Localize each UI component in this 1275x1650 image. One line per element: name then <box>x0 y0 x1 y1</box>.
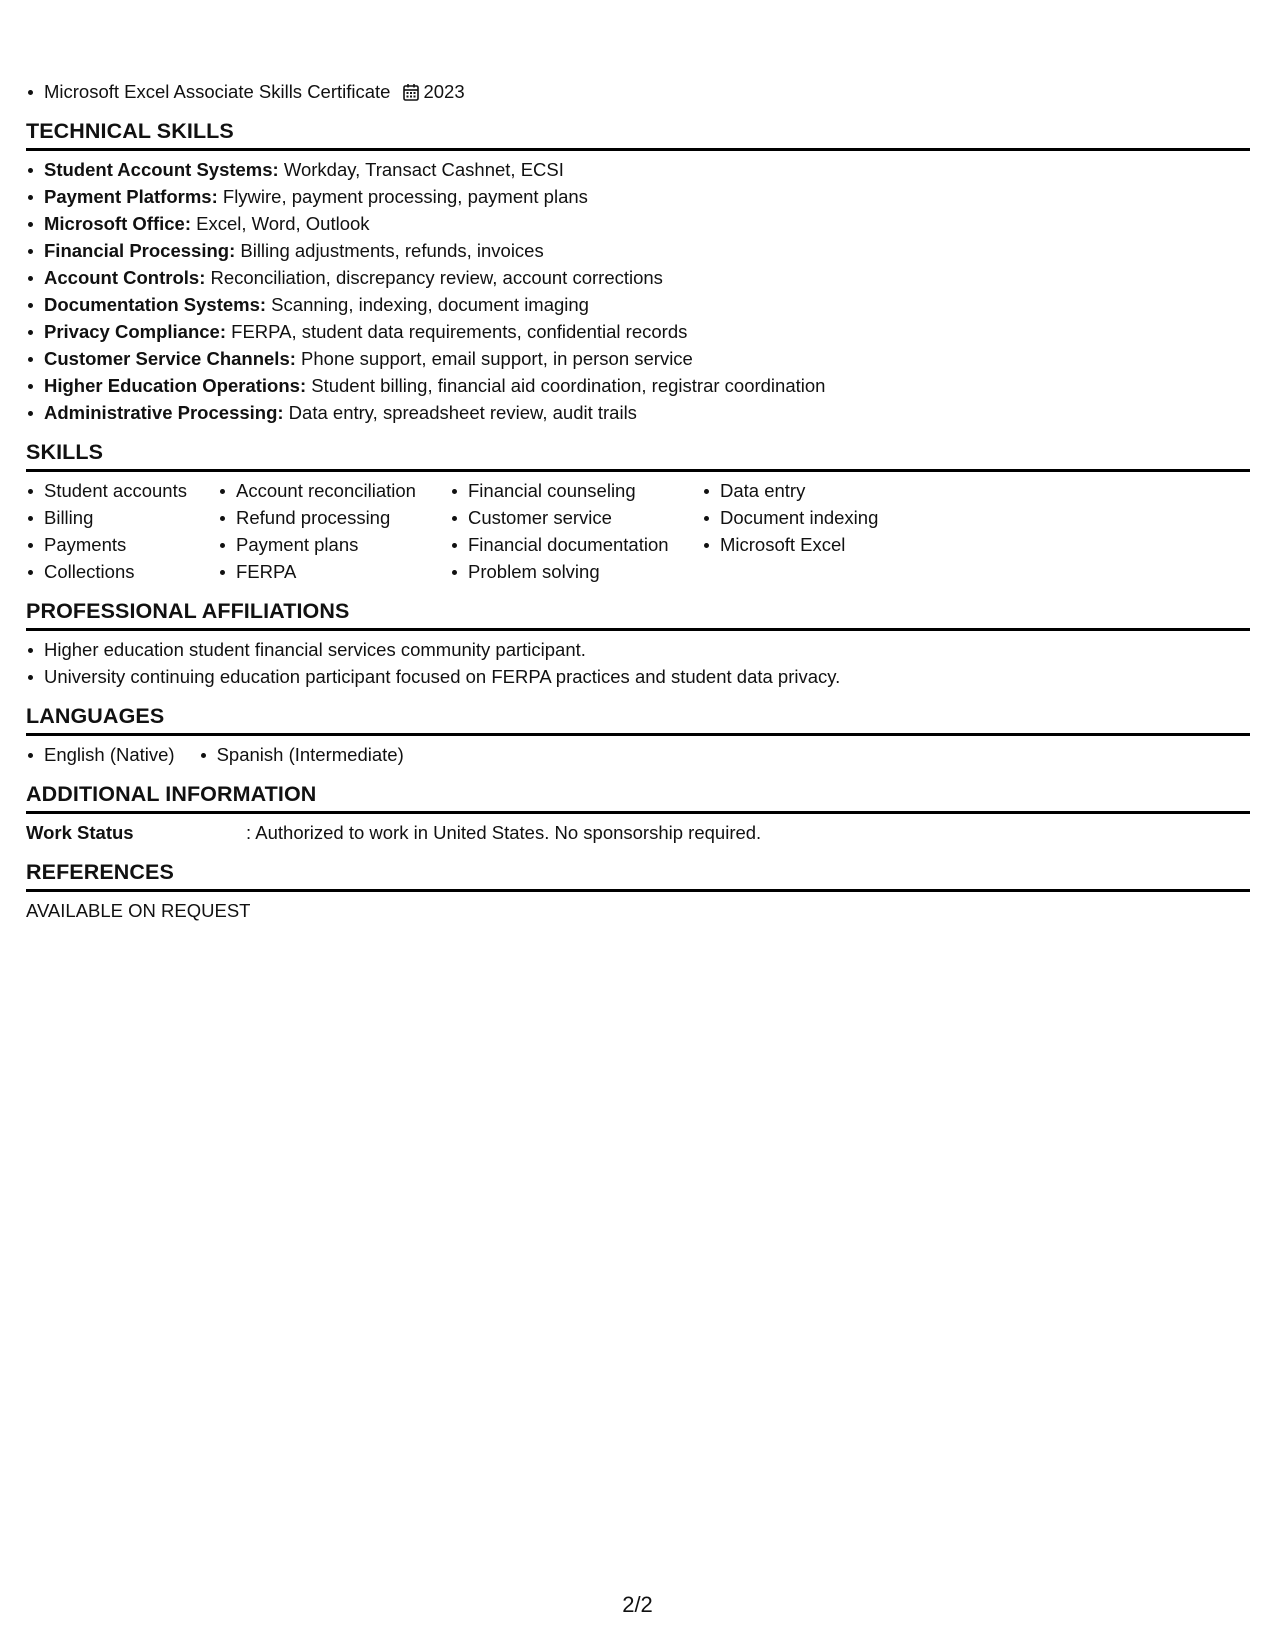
technical-skill-item <box>26 264 1250 291</box>
technical-skill-value: Billing adjustments, refunds, invoices <box>235 240 544 261</box>
technical-skill-label: Documentation Systems: <box>44 294 267 315</box>
technical-skills-list <box>26 156 1250 426</box>
work-status-value: : Authorized to work in United States. No sponsorship required. <box>246 822 762 843</box>
section-title-skills: SKILLS <box>26 440 104 464</box>
page-number: 2/2 <box>622 1592 653 1617</box>
skill-item: Collections <box>26 558 218 585</box>
language-item: English (Native) <box>26 741 175 768</box>
resume-page <box>26 78 1250 924</box>
skill-item: Student accounts <box>26 477 218 504</box>
technical-skill-value: Reconciliation, discrepancy review, account corrections <box>205 267 663 288</box>
technical-skill-item <box>26 183 1250 210</box>
languages-list <box>26 741 1250 768</box>
skills-column <box>450 477 702 585</box>
section-divider <box>26 469 1250 472</box>
technical-skill-item <box>26 291 1250 318</box>
technical-skill-label: Financial Processing: <box>44 240 236 261</box>
technical-skill-value: Excel, Word, Outlook <box>190 213 370 234</box>
section-title-references: REFERENCES <box>26 860 174 884</box>
skill-item: Payment plans <box>218 531 450 558</box>
skill-item: Financial documentation <box>450 531 702 558</box>
affiliation-item: University continuing education participant focused on FERPA practices and student data privacy. <box>26 663 1250 690</box>
section-title-affiliations: PROFESSIONAL AFFILIATIONS <box>26 599 350 623</box>
section-divider <box>26 148 1250 151</box>
technical-skill-label: Higher Education Operations: <box>44 375 307 396</box>
technical-skill-item <box>26 210 1250 237</box>
technical-skill-value: Data entry, spreadsheet review, audit trails <box>283 402 637 423</box>
certifications-list <box>26 78 1250 105</box>
section-title-languages: LANGUAGES <box>26 704 165 728</box>
language-item: Spanish (Intermediate) <box>199 741 404 768</box>
certification-year: 2023 <box>423 81 465 102</box>
affiliations-list <box>26 636 1250 690</box>
affiliations-section <box>26 598 1250 690</box>
technical-skill-value: Scanning, indexing, document imaging <box>266 294 589 315</box>
skill-item: Account reconciliation <box>218 477 450 504</box>
skill-item: Customer service <box>450 504 702 531</box>
skill-item: Billing <box>26 504 218 531</box>
technical-skill-value: Student billing, financial aid coordination, registrar coordination <box>306 375 826 396</box>
skill-item: Document indexing <box>702 504 942 531</box>
section-divider <box>26 733 1250 736</box>
technical-skill-label: Privacy Compliance: <box>44 321 226 342</box>
skill-item: Refund processing <box>218 504 450 531</box>
technical-skill-item <box>26 237 1250 264</box>
technical-skill-label: Microsoft Office: <box>44 213 191 234</box>
skills-section <box>26 439 1250 585</box>
technical-skill-value: Phone support, email support, in person service <box>295 348 693 369</box>
skills-grid <box>26 477 1250 585</box>
skill-item: Payments <box>26 531 218 558</box>
technical-skill-label: Student Account Systems: <box>44 159 279 180</box>
skills-column <box>26 477 218 585</box>
technical-skill-item <box>26 345 1250 372</box>
technical-skill-label: Payment Platforms: <box>44 186 218 207</box>
section-divider <box>26 811 1250 814</box>
calendar-icon <box>403 83 419 101</box>
technical-skill-value: Flywire, payment processing, payment plans <box>217 186 588 207</box>
technical-skill-item <box>26 372 1250 399</box>
skill-item: Data entry <box>702 477 942 504</box>
technical-skill-value: FERPA, student data requirements, confidential records <box>226 321 688 342</box>
references-section <box>26 859 1250 924</box>
references-text: AVAILABLE ON REQUEST <box>26 900 251 921</box>
technical-skills-section <box>26 118 1250 426</box>
section-title-additional-info: ADDITIONAL INFORMATION <box>26 782 317 806</box>
work-status-row <box>26 819 1250 846</box>
additional-info-section <box>26 781 1250 846</box>
affiliation-item: Higher education student financial services community participant. <box>26 636 1250 663</box>
work-status-label: Work Status <box>26 822 134 843</box>
technical-skill-label: Administrative Processing: <box>44 402 284 423</box>
technical-skill-value: Workday, Transact Cashnet, ECSI <box>278 159 564 180</box>
section-title-technical-skills: TECHNICAL SKILLS <box>26 119 234 143</box>
skill-item: Problem solving <box>450 558 702 585</box>
skill-item: Microsoft Excel <box>702 531 942 558</box>
technical-skill-item <box>26 399 1250 426</box>
section-divider <box>26 889 1250 892</box>
technical-skill-label: Customer Service Channels: <box>44 348 296 369</box>
skill-item: FERPA <box>218 558 450 585</box>
languages-section <box>26 703 1250 768</box>
skills-column <box>218 477 450 585</box>
technical-skill-label: Account Controls: <box>44 267 206 288</box>
technical-skill-item <box>26 156 1250 183</box>
technical-skill-item <box>26 318 1250 345</box>
skills-column <box>702 477 942 585</box>
certification-item <box>26 78 465 105</box>
certification-name: Microsoft Excel Associate Skills Certificate <box>44 81 391 102</box>
skill-item: Financial counseling <box>450 477 702 504</box>
section-divider <box>26 628 1250 631</box>
